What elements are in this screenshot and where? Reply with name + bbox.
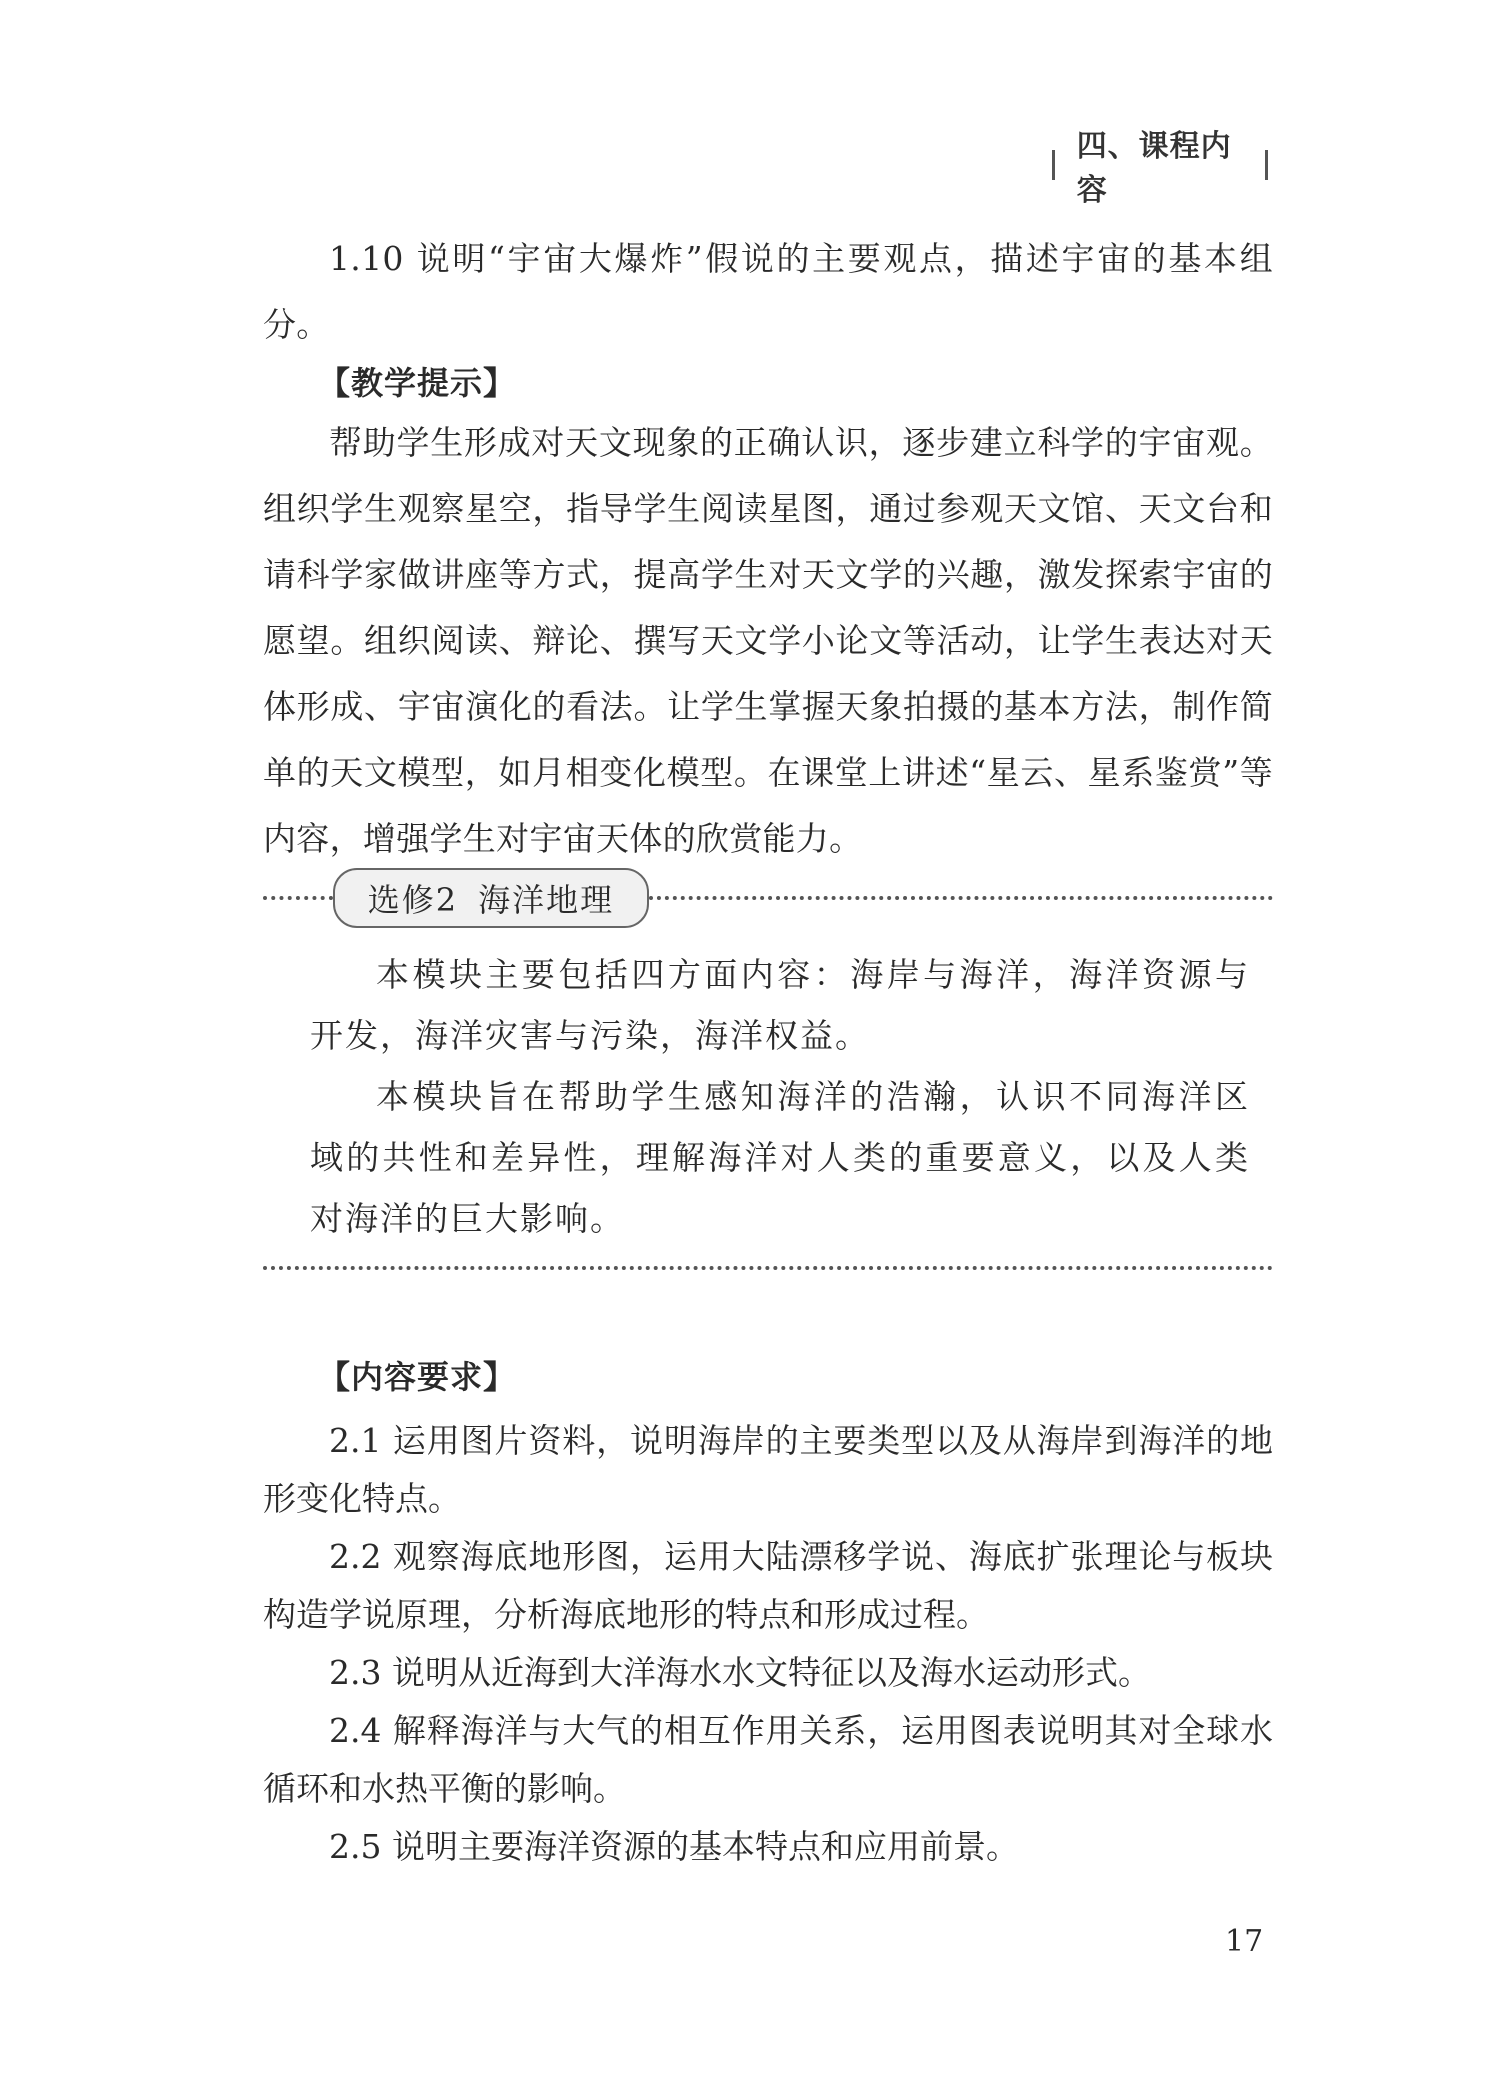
module-intro-paragraph-1: 本模块主要包括四方面内容：海岸与海洋，海洋资源与开发，海洋灾害与污染，海洋权益。 — [310, 955, 1250, 1055]
module-intro-paragraph-2: 本模块旨在帮助学生感知海洋的浩瀚，认识不同海洋区域的共性和差异性，理解海洋对人类的重要意义，以及人类对海洋的巨大影响。 — [310, 1077, 1250, 1238]
running-header — [1030, 129, 1290, 208]
module-name: 海洋地理 — [478, 881, 615, 919]
requirement-2-2: 2.2 观察海底地形图，运用大陆漂移学说、海底扩张理论与板块构造学说原理，分析海底地形的特点和形成过程。 — [263, 1537, 1273, 1634]
content-requirements-heading: 【内容要求】 — [318, 1358, 517, 1396]
header-title: 四、课程内容 — [1076, 129, 1232, 208]
module-label: 选修2 — [367, 881, 459, 919]
module-tab — [333, 868, 649, 928]
module-top-border-right — [649, 896, 1273, 900]
item-1-10: 1.10 说明“宇宙大爆炸”假说的主要观点，描述宇宙的基本组分。 — [263, 239, 1273, 344]
header-divider-right — [1265, 150, 1268, 180]
requirement-2-3: 2.3 说明从近海到大洋海水水文特征以及海水运动形式。 — [329, 1653, 1151, 1692]
header-divider-left — [1052, 150, 1055, 180]
module-bottom-border — [263, 1266, 1273, 1270]
teaching-tips-text: 帮助学生形成对天文现象的正确认识，逐步建立科学的宇宙观。组织学生观察星空，指导学生阅读星图，通过参观天文馆、天文台和请科学家做讲座等方式，提高学生对天文学的兴趣，激发探索宇宙的愿望。组织阅读、辩论、撰写天文学小论文等活动，让学生表达对天体形成、宇宙演化的看法。让学生掌握天象拍摄的基本方法，制作简单的天文模型，如月相变化模型。在课堂上讲述“星云、星系鉴赏”等内容，增强学生对宇宙天体的欣赏能力。 — [263, 423, 1273, 858]
requirement-2-5: 2.5 说明主要海洋资源的基本特点和应用前景。 — [329, 1827, 1019, 1866]
requirement-2-1: 2.1 运用图片资料，说明海岸的主要类型以及从海岸到海洋的地形变化特点。 — [263, 1421, 1273, 1518]
page-number: 17 — [1225, 1924, 1264, 1959]
requirement-2-4: 2.4 解释海洋与大气的相互作用关系，运用图表说明其对全球水循环和水热平衡的影响。 — [263, 1711, 1273, 1808]
teaching-tips-heading: 【教学提示】 — [318, 364, 517, 402]
module-top-border-left — [263, 896, 333, 900]
